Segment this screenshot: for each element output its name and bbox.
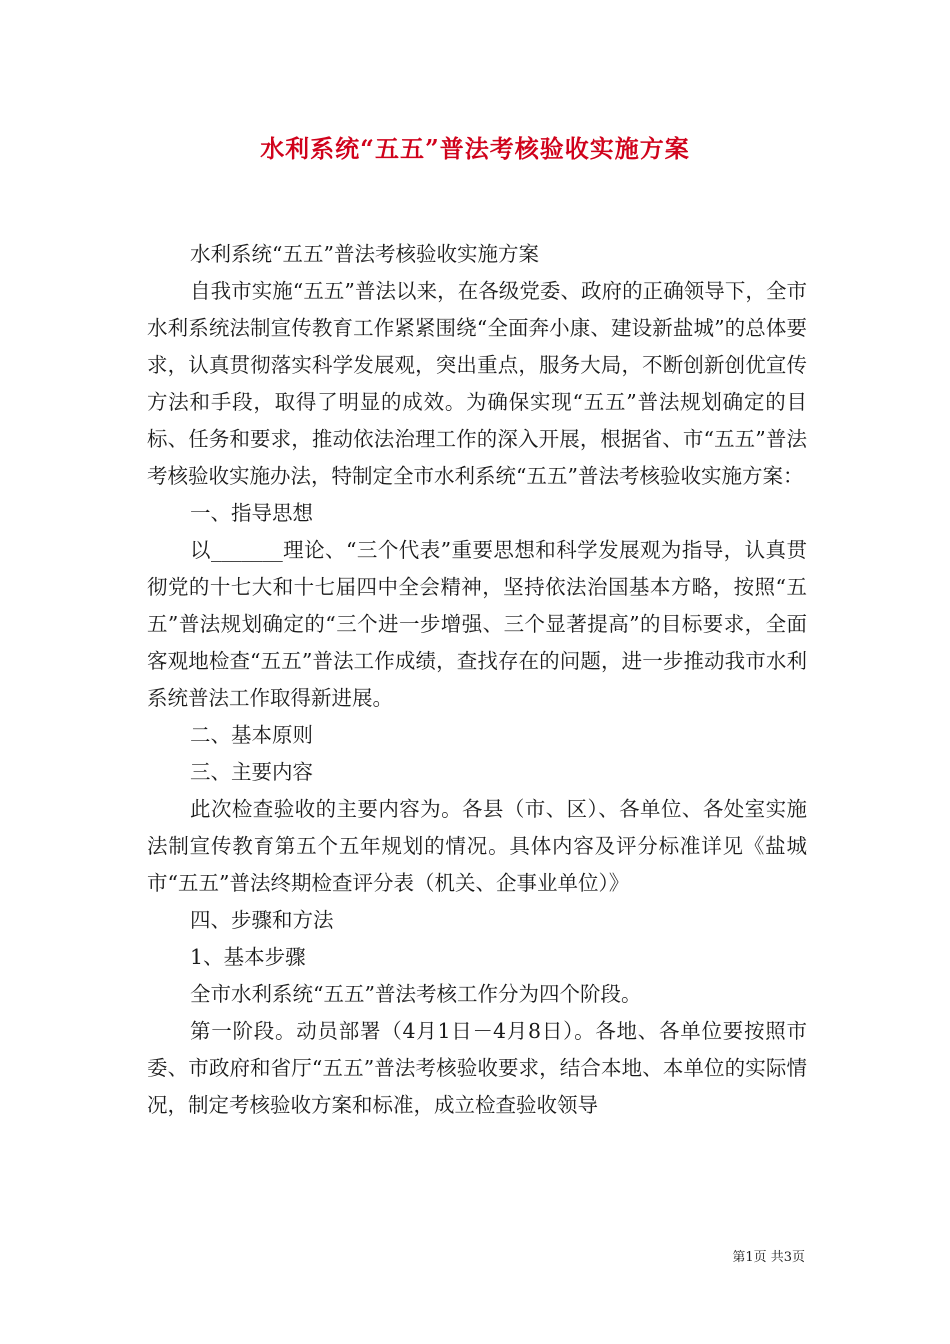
page-number: 第1页 共3页: [732, 1250, 805, 1265]
paragraph-guiding-ideology: 以_______理论、“三个代表”重要思想和科学发展观为指导，认真贯彻党的十七大和十七届四中全会精神，坚持依法治国基本方略，按照“五五”普法规划确定的“三个进一步增强、三个显著提高”的目标要求，全面客观地检查“五五”普法工作成绩，查找存在的问题，进一步推动我市水利系统普法工作取得新进展。: [147, 538, 807, 710]
paragraph-intro: 自我市实施“五五”普法以来，在各级党委、政府的正确领导下，全市水利系统法制宣传教育工作紧紧围绕“全面奔小康、建设新盐城”的总体要求，认真贯彻落实科学发展观，突出重点，服务大局，不断创新创优宣传方法和手段，取得了明显的成效。为确保实现“五五”普法规划确定的目标、任务和要求，推动依法治理工作的深入开展，根据省、市“五五”普法考核验收实施办法，特制定全市水利系统“五五”普法考核验收实施方案：: [147, 279, 807, 488]
paragraph-stage-one: 第一阶段。动员部署（4月1日－4月8日）。各地、各单位要按照市委、市政府和省厅“五五”普法考核验收要求，结合本地、本单位的实际情况，制定考核验收方案和标准，成立检查验收领导: [147, 1019, 807, 1117]
section-heading-main-content: 三、主要内容: [190, 760, 314, 784]
section-heading-guiding-ideology: 一、指导思想: [190, 501, 314, 525]
section-heading-basic-principles: 二、基本原则: [190, 723, 314, 747]
subsection-heading-basic-steps: 1、基本步骤: [190, 945, 306, 969]
paragraph-subtitle: 水利系统“五五”普法考核验收实施方案: [190, 242, 540, 266]
paragraph-main-content: 此次检查验收的主要内容为。各县（市、区）、各单位、各处室实施法制宣传教育第五个五年规划的情况。具体内容及评分标准详见《盐城市“五五”普法终期检查评分表（机关、企事业单位）》: [147, 797, 807, 895]
document-body: [147, 236, 807, 1124]
document-title: 水利系统“五五”普法考核验收实施方案: [260, 134, 690, 163]
paragraph-four-stages: 全市水利系统“五五”普法考核工作分为四个阶段。: [190, 982, 642, 1006]
section-heading-steps-methods: 四、步骤和方法: [190, 908, 334, 932]
